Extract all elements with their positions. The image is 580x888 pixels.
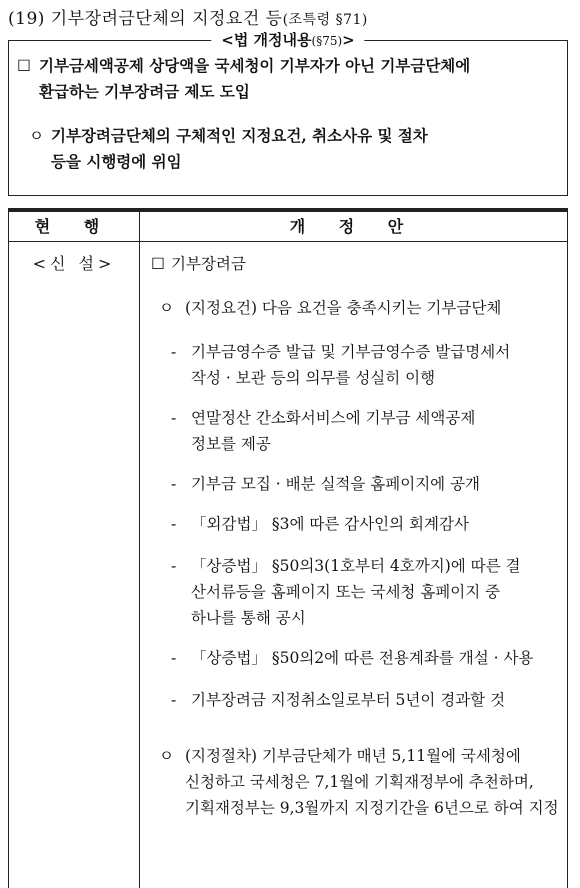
list-item: - 연말정산 간소화서비스에 기부금 세액공제 정보를 제공 (171, 405, 569, 457)
dash-bullet-icon: - (171, 475, 177, 493)
circle-bullet-icon: ㅇ (159, 747, 174, 765)
dash-bullet-icon: - (171, 343, 177, 361)
dash-bullet-icon: - (171, 649, 177, 667)
list-item: - 기부금 모집 · 배분 실적을 홈페이지에 공개 (171, 471, 569, 497)
summary-box (8, 31, 568, 196)
list-item: - 「외감법」 §3에 따른 감사인의 회계감사 (171, 511, 569, 537)
summary-title: <법 개정내용(§75)> (211, 29, 364, 50)
dash-bullet-icon: - (171, 409, 177, 427)
requirements-item: ㅇ (지정요건) 다음 요건을 충족시키는 기부금단체 (159, 295, 569, 321)
column-divider (139, 212, 140, 888)
summary-item-1: ☐ 기부금세액공제 상당액을 국세청이 기부자가 아닌 기부금단체에 환급하는 기부장려금 제도 도입 (17, 53, 562, 105)
list-item: - 「상증법」 §50의3(1호부터 4호까지)에 따른 결 산서류등을 홈페이지 또는 국세청 홈페이지 중 하나를 통해 공시 (171, 553, 569, 631)
dash-bullet-icon: - (171, 557, 177, 575)
list-item: - 「상증법」 §50의2에 따른 전용계좌를 개설 · 사용 (171, 645, 569, 671)
dash-bullet-icon: - (171, 691, 177, 709)
header-proposed: 개 정 안 (289, 217, 418, 236)
header-current: 현 행 (34, 217, 114, 236)
heading-ref: (조특령 §71) (282, 12, 368, 28)
circle-bullet-icon: ㅇ (29, 127, 44, 145)
procedure-item: ㅇ (지정절차) 기부금단체가 매년 5,11월에 국세청에 신청하고 국세청은 7,1월에 기획재정부에 추천하며, 기획재정부는 9,3월까지 지정기간을 6년으로 하여 지정 (159, 743, 569, 821)
table-header-row (9, 212, 567, 242)
checkbox-square-icon: ☐ (17, 57, 31, 75)
checkbox-square-icon: ☐ (151, 255, 165, 273)
list-item: - 기부장려금 지정취소일로부터 5년이 경과할 것 (171, 687, 569, 713)
proposed-title: ☐ 기부장려금 (151, 251, 246, 277)
comparison-table (8, 208, 568, 888)
heading-text: (19) 기부장려금단체의 지정요건 등 (8, 9, 283, 29)
current-cell: <신 설> (32, 254, 116, 273)
section-heading (8, 4, 368, 29)
list-item: - 기부금영수증 발급 및 기부금영수증 발급명세서 작성 · 보관 등의 의무를 성실히 이행 (171, 339, 569, 391)
summary-item-2: ㅇ 기부장려금단체의 구체적인 지정요건, 취소사유 및 절차 등을 시행령에 위임 (29, 123, 564, 175)
dash-bullet-icon: - (171, 515, 177, 533)
circle-bullet-icon: ㅇ (159, 299, 174, 317)
